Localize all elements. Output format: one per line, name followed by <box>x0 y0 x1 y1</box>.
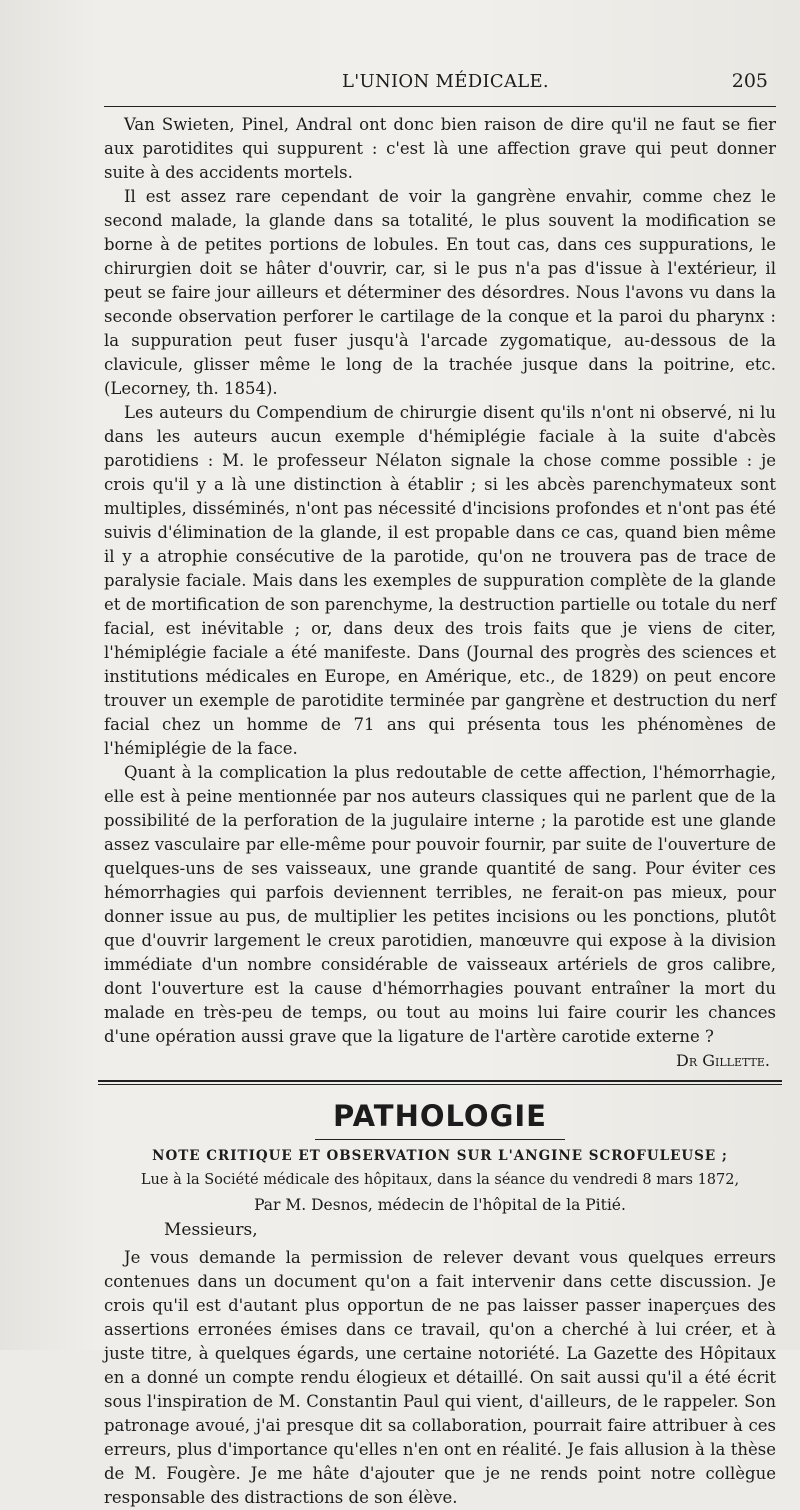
running-header <box>104 70 776 106</box>
author-byline: Par M. Desnos, médecin de l'hôpital de la Pitié. <box>254 1196 626 1214</box>
presentation-note: Lue à la Société médicale des hôpitaux, dans la séance du vendredi 8 mars 1872, <box>140 1172 740 1188</box>
page-number: 205 <box>731 70 768 92</box>
section-divider <box>98 1080 782 1085</box>
paragraph-4: Quant à la complication la plus redoutable de cette affection, l'hémorrhagie, elle est à peine mentionnée par nos auteurs classiques qui ne parlent que de la possibilité de la perforation de la jugulaire interne ; la parotide est une glande assez vasculaire par elle-même pour pouvoir fournir, par suite de l'ouverture de quelques-uns de ses vaisseaux, une grande quantité de sang. Pour éviter ces hémorrhagies qui parfois deviennent terribles, ne ferait-on pas mieux, pour donner issue au pus, de multiplier les petites incisions ou les ponctions, plutôt que d'ouvrir largement le creux parotidien, manœuvre qui expose à la division immédiate d'un nombre considérable de vaisseaux artériels de gros calibre, dont l'ouverture est la cause d'hémorrhagies pouvant entraîner la mort du malade en très-peu de temps, ou tout au moins lui faire courir les chances d'une opération aussi grave que la ligature de l'artère carotide externe ? <box>104 763 776 1046</box>
author-signature: Dr Gillette. <box>676 1051 770 1070</box>
paragraph-3: Les auteurs du Compendium de chirurgie disent qu'ils n'ont ni observé, ni lu dans les auteurs aucun exemple d'hémiplégie faciale à la suite d'abcès parotidiens : M. le professeur Nélaton signale la chose comme possible : je crois qu'il y a là une distinction à établir ; si les abcès parenchymateux sont multiples, disséminés, n'ont pas nécessité d'incisions profondes et n'ont pas été suivis d'élimination de la glande, il est propable dans ce cas, quand bien même il y a atrophie consécutive de la parotide, qu'on ne trouvera pas de trace de paralysie faciale. Mais dans les exemples de suppuration complète de la glande et de mortification de son parenchyme, la destruction partielle ou totale du nerf facial, est inévitable ; or, dans deux des trois faits que je viens de citer, l'hémiplégie faciale a été manifeste. Dans (Journal des progrès des sciences et institutions médicales en Europe, en Amérique, etc., de 1829) on peut encore trouver un exemple de parotidite terminée par gangrène et destruction du nerf facial chez un homme de 71 ans qui présenta tous les phénomènes de l'hémiplégie de la face. <box>104 403 776 758</box>
paragraph-1: Van Swieten, Pinel, Andral ont donc bien raison de dire qu'il ne faut se fier aux parotidites qui suppurent : c'est là une affection grave qui peut donner suite à des accidents mortels. <box>104 115 776 182</box>
journal-title: L'UNION MÉDICALE. <box>342 71 549 92</box>
header-rule <box>104 106 776 107</box>
paragraph-2: Il est assez rare cependant de voir la gangrène envahir, comme chez le second malade, la glande dans sa totalité, le plus souvent la modification se borne à de petites portions de lobules. En tout cas, dans ces suppurations, le chirurgien doit se hâter d'ouvrir, car, si le pus n'a pas d'issue à l'extérieur, il peut se faire jour ailleurs et déterminer des désordres. Nous l'avons vu dans la seconde observation perforer le cartilage de la conque et la paroi du pharynx : la suppuration peut fuser jusqu'à l'arcade zygomatique, au-dessous de la clavicule, glisser même le long de la trachée jusque dans la poitrine, etc. (Lecorney, th. 1854). <box>104 187 776 398</box>
section-title: PATHOLOGIE <box>333 1099 547 1133</box>
salutation: Messieurs, <box>164 1220 258 1240</box>
article-subtitle: NOTE CRITIQUE ET OBSERVATION SUR L'ANGINE SCROFULEUSE ; <box>152 1148 728 1164</box>
paragraph-5: Je vous demande la permission de relever devant vous quelques erreurs contenues dans un document qu'on a fait intervenir dans cette discussion. Je crois qu'il est d'autant plus opportun de ne pas laisser passer inaperçues des assertions erronées émises dans ce travail, qu'on a cherché à lui créer, et à juste titre, à quelques égards, une certaine notoriété. La Gazette des Hôpitaux en a donné un compte rendu élogieux et détaillé. On sait aussi qu'il a été écrit sous l'inspiration de M. Constantin Paul qui vient, d'ailleurs, de le rappeler. Son patronage avoué, j'ai presque dit sa collaboration, pourrait faire attribuer à ces erreurs, plus d'importance qu'elles n'en ont en réalité. Je fais allusion à la thèse de M. Fougère. Je me hâte d'ajouter que je ne rends point notre collègue responsable des distractions de son élève. <box>104 1248 776 1507</box>
title-underline <box>315 1139 565 1140</box>
